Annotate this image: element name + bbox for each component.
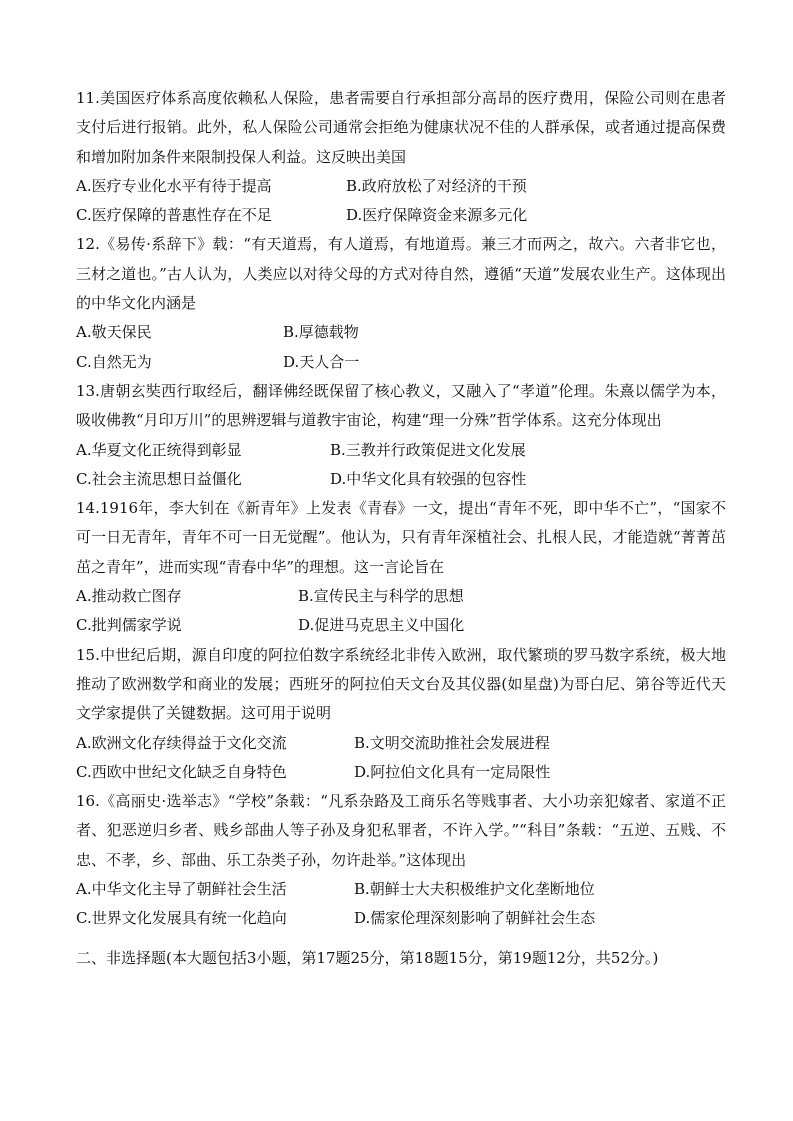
option-c: C.西欧中世纪文化缺乏自身特色: [76, 762, 287, 781]
option-a: A.欧洲文化存续得益于文化交流: [76, 733, 287, 752]
question-15: [76, 641, 726, 787]
exam-page: [76, 84, 726, 973]
option-a: A.中华文化主导了朝鲜社会生活: [76, 880, 287, 899]
question-14: [76, 494, 726, 640]
option-row: [76, 611, 726, 640]
option-b: B.厚德载物: [283, 323, 359, 342]
option-row: [76, 582, 726, 611]
option-d: D.儒家伦理深刻影响了朝鲜社会生态: [354, 909, 596, 928]
option-row: [76, 465, 726, 494]
option-c: C.批判儒家学说: [76, 616, 182, 635]
option-a: A.敬天保民: [76, 323, 152, 342]
option-row: [76, 201, 726, 230]
option-c: C.医疗保障的普惠性存在不足: [76, 206, 272, 225]
question-16: [76, 787, 726, 933]
question-13: [76, 377, 726, 494]
option-b: B.朝鲜士大夫积极维护文化垄断地位: [354, 880, 595, 899]
option-d: D.阿拉伯文化具有一定局限性: [354, 762, 551, 781]
option-d: D.医疗保障资金来源多元化: [346, 206, 528, 225]
option-row: [76, 758, 726, 787]
option-a: A.推动救亡图存: [76, 587, 182, 606]
option-d: D.天人合一: [283, 352, 360, 371]
option-row: [76, 904, 726, 933]
section-heading: 二、非选择题(本大题包括3小题，第17题25分，第18题15分，第19题12分，共52分。): [76, 948, 659, 967]
question-text: 13.唐朝玄奘西行取经后，翻译佛经既保留了核心教义，又融入了“孝道”伦理。朱熹以儒学为本，吸收佛教“月印万川”的思辨逻辑与道教宇宙论，构建“理一分殊”哲学体系。这充分体现出: [76, 381, 726, 430]
option-b: B.政府放松了对经济的干预: [346, 176, 527, 195]
option-row: [76, 172, 726, 201]
option-row: [76, 729, 726, 758]
question-11: [76, 84, 726, 230]
question-text: 16.《高丽史·选举志》“学校”条载：“凡系杂路及工商乐名等贱事者、大小功亲犯嫁者、家道不正者、犯恶逆归乡者、贱乡部曲人等子孙及身犯私罪者，不许入学。”“科目”条载：“五逆、五贱、不忠、不孝，乡、部曲、乐工杂类子孙，勿许赴举。”这体现出: [76, 792, 726, 869]
question-text: 11.美国医疗体系高度依赖私人保险，患者需要自行承担部分高昂的医疗费用，保险公司则在患者支付后进行报销。此外，私人保险公司通常会拒绝为健康状况不佳的人群承保，或者通过提高保费和增加附加条件来限制投保人利益。这反映出美国: [76, 89, 726, 166]
option-a: A.医疗专业化水平有待于提高: [76, 176, 272, 195]
option-a: A.华夏文化正统得到彰显: [76, 440, 242, 459]
option-row: [76, 348, 726, 377]
option-c: C.自然无为: [76, 352, 152, 371]
question-12: [76, 230, 726, 376]
option-b: B.宣传民主与科学的思想: [298, 587, 464, 606]
question-text: 12.《易传·系辞下》载：“有天道焉，有人道焉，有地道焉。兼三才而两之，故六。六者非它也，三材之道也。”古人认为，人类应以对待父母的方式对待自然，遵循“天道”发展农业生产。这体现出的中华文化内涵是: [76, 235, 726, 313]
option-b: B.文明交流助推社会发展进程: [354, 733, 550, 752]
option-b: B.三教并行政策促进文化发展: [330, 440, 526, 459]
question-text: 14.1916年，李大钊在《新青年》上发表《青春》一文，提出“青年不死，即中华不亡”，“国家不可一日无青年，青年不可一日无觉醒”。他认为，只有青年深植社会、扎根人民，才能造就“菁菁茁茁之青年”，进而实现“青春中华”的理想。这一言论旨在: [76, 499, 726, 576]
option-row: [76, 436, 726, 465]
option-c: C.世界文化发展具有统一化趋向: [76, 909, 287, 928]
option-d: D.中华文化具有较强的包容性: [330, 469, 527, 488]
option-d: D.促进马克思主义中国化: [298, 616, 465, 635]
option-row: [76, 875, 726, 904]
option-row: [76, 318, 726, 347]
option-c: C.社会主流思想日益僵化: [76, 469, 242, 488]
question-text: 15.中世纪后期，源自印度的阿拉伯数字系统经北非传入欧洲，取代繁琐的罗马数字系统，极大地推动了欧洲数学和商业的发展；西班牙的阿拉伯天文台及其仪器(如星盘)为哥白尼、第谷等近代天文学家提供了关键数据。这可用于说明: [76, 645, 726, 723]
